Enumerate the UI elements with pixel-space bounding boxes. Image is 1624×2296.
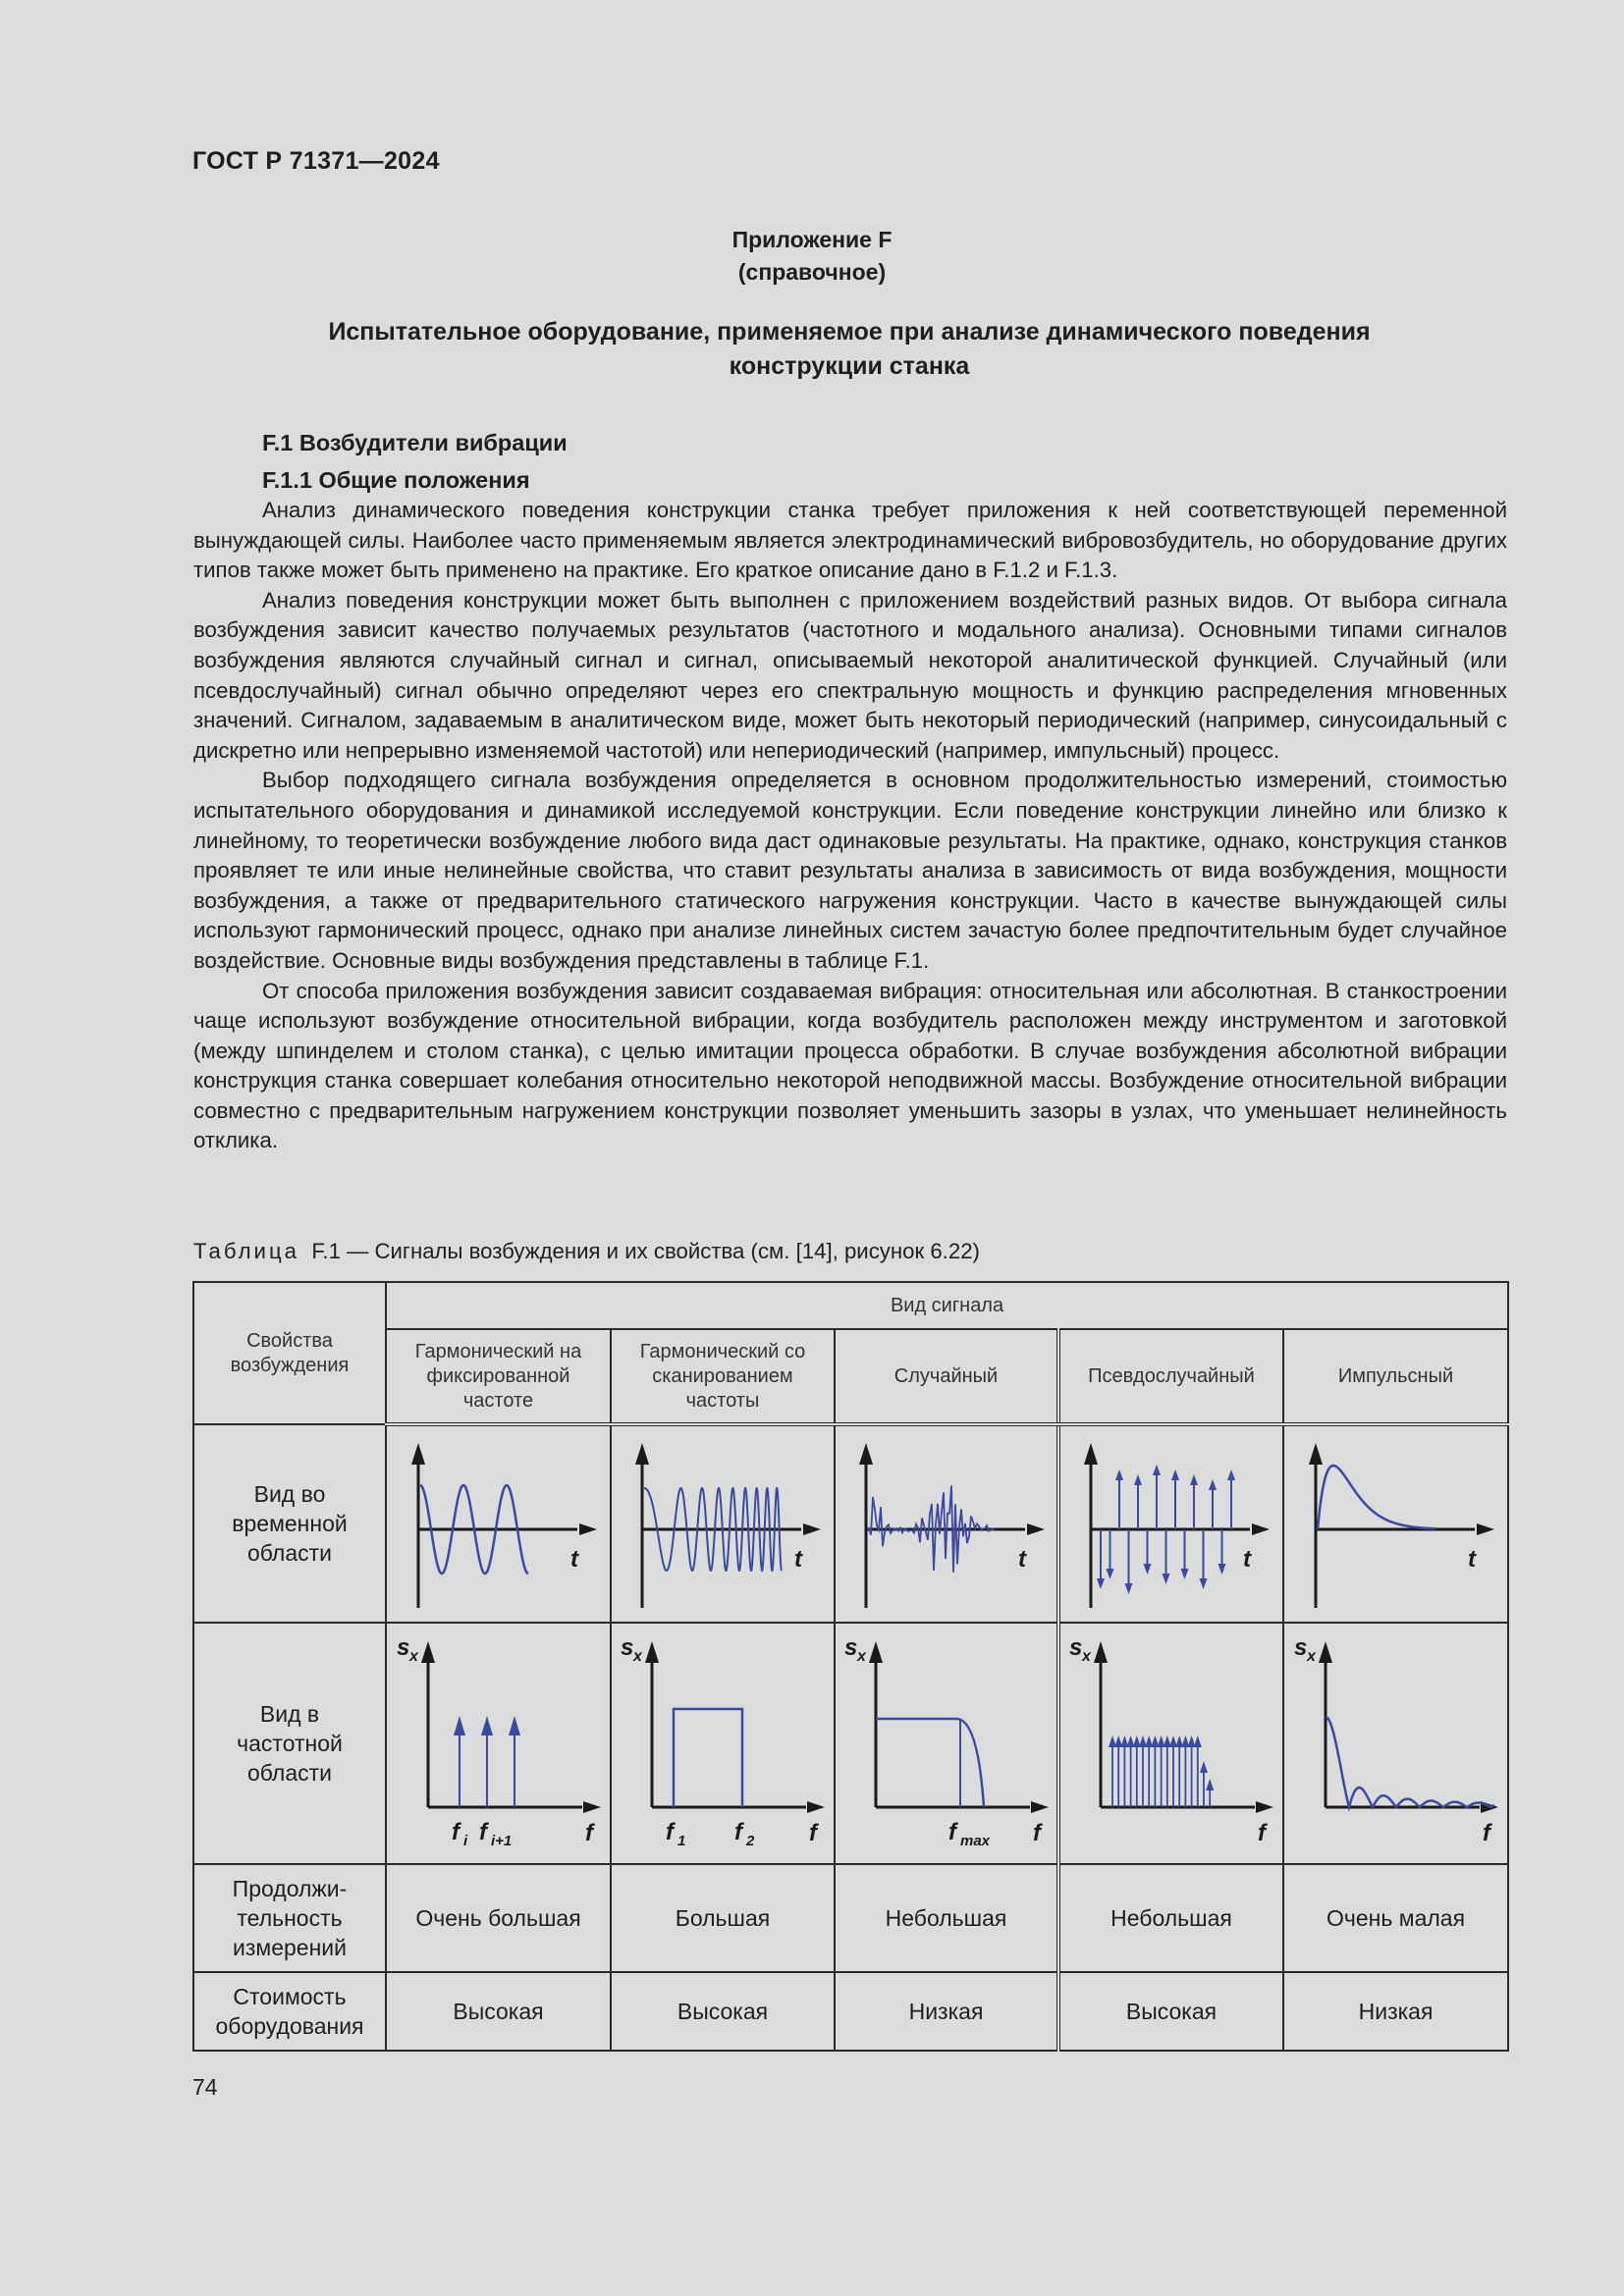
freq-x-arrow <box>583 1801 601 1813</box>
spectrum-axis-subscript: x <box>1082 1648 1091 1665</box>
main-title-line2: конструкции станка <box>729 352 970 380</box>
pseudorandom-impulse-arrow <box>1218 1564 1226 1575</box>
freq-x-arrow <box>1031 1801 1049 1813</box>
document-code: ГОСТ Р 71371—2024 <box>192 147 440 175</box>
freq-plot-harmonic-fixed <box>386 1623 611 1864</box>
cost-value: Высокая <box>611 1972 835 2051</box>
spectrum-axis-subscript: x <box>633 1648 642 1665</box>
pseudorandom-impulse-arrow <box>1190 1474 1198 1485</box>
time-x-arrow <box>1477 1523 1494 1535</box>
section-heading-f1: F.1 Возбудители вибрации <box>262 430 568 455</box>
freq-y-arrow <box>1094 1641 1108 1663</box>
freq-axis-label: f <box>1482 1820 1490 1846</box>
pseudorandom-impulse-arrow <box>1209 1479 1217 1490</box>
header-col-impulse: Импульсный <box>1283 1329 1508 1424</box>
pseudorandom-impulse-arrow <box>1200 1578 1208 1589</box>
spectral-line-arrow <box>509 1716 520 1735</box>
time-x-arrow <box>579 1523 597 1535</box>
freq-x-arrow <box>1256 1801 1273 1813</box>
pseudorandom-impulse-arrow <box>1144 1564 1152 1575</box>
freq-label-f2-subscript: 2 <box>746 1833 755 1849</box>
row-label-duration: Продолжи-тельность измерений <box>193 1864 386 1972</box>
section-heading-f11: F.1.1 Общие положения <box>262 467 530 493</box>
time-axis-label: t <box>1017 1545 1026 1573</box>
time-y-arrow <box>411 1443 425 1465</box>
spectral-line-arrow <box>481 1716 493 1735</box>
paragraph-3: Выбор подходящего сигнала возбуждения определяется в основном продолжительностью измерений, стоимостью испытательного оборудования и динамикой исследуемой конструкции. Если поведение конструкции линейно или близко к линейному, то теоретически возбуждение любого вида даст одинаковые результаты. На практике, однако, конструкция станков проявляет те или иные нелинейные свойства, что ставит результаты анализа в зависимость от вида возбуждения, мощности возбуждения, а также от предварительного статического нагружения конструкции. Часто в качестве вынуждающей силы используют гармонический процесс, однако при анализе линейных систем зачастую более предпочтительным будет случайное воздействие. Основные виды возбуждения представлены в таблице F.1. <box>193 768 1507 973</box>
spectrum-axis-label: s <box>1293 1634 1307 1661</box>
time-plot-harmonic-sweep <box>611 1424 835 1623</box>
freq-label-f1: f <box>666 1819 674 1845</box>
freq-y-arrow <box>645 1641 659 1663</box>
header-signal-type: Вид сигнала <box>386 1282 1508 1329</box>
annex-title: Приложение F <box>731 227 893 252</box>
table-caption <box>193 1239 980 1264</box>
spectrum-axis-label: s <box>1069 1634 1083 1661</box>
freq-plot-impulse <box>1283 1623 1508 1864</box>
pseudorandom-impulse-arrow <box>1134 1474 1142 1485</box>
duration-value: Небольшая <box>1058 1864 1283 1972</box>
pseudorandom-impulse-arrow <box>1171 1469 1179 1480</box>
pseudorandom-spectral-arrow <box>1194 1735 1202 1747</box>
freq-label-f2: f <box>734 1819 742 1845</box>
cost-value: Низкая <box>835 1972 1058 2051</box>
freq-y-arrow <box>869 1641 883 1663</box>
spectrum-axis-label: s <box>621 1634 634 1661</box>
row-label-time: Вид во временной области <box>193 1424 386 1623</box>
time-plot-harmonic-fixed <box>386 1424 611 1623</box>
duration-value: Большая <box>611 1864 835 1972</box>
duration-value: Очень малая <box>1283 1864 1508 1972</box>
time-plot-random <box>835 1424 1058 1623</box>
header-col-random: Случайный <box>835 1329 1058 1424</box>
time-axis-label: t <box>794 1545 802 1573</box>
duration-value: Очень большая <box>386 1864 611 1972</box>
freq-label-f1-subscript: 1 <box>677 1833 686 1849</box>
row-label-freq: Вид в частотной области <box>193 1623 386 1864</box>
time-plot-pseudorandom <box>1058 1424 1283 1623</box>
time-axis-label: t <box>1467 1545 1476 1573</box>
body-text <box>193 496 1507 1156</box>
freq-y-arrow <box>1319 1641 1332 1663</box>
duration-value: Небольшая <box>835 1864 1058 1972</box>
annex-heading <box>0 224 1624 289</box>
spectral-line-arrow <box>454 1716 465 1735</box>
time-plot-impulse <box>1283 1424 1508 1623</box>
pseudorandom-impulse-arrow <box>1097 1578 1105 1589</box>
cost-value: Высокая <box>386 1972 611 2051</box>
time-axis-label: t <box>1243 1545 1251 1573</box>
pseudorandom-impulse-arrow <box>1153 1465 1161 1475</box>
paragraph-4: От способа приложения возбуждения зависит создаваемая вибрация: относительная или абсолютная. В станкостроении чаще используют возбуждение относительной вибрации, когда возбудитель расположен между инструментом и заготовкой (между шпинделем и столом станка), с целью имитации процесса обработки. В случае возбуждения абсолютной вибрации конструкция станка совершает колебания относительно некоторой неподвижной массы. Возбуждение относительной вибрации совместно с предварительным нагружением конструкции позволяет уменьшить зазоры в узлах, что уменьшает нелинейность отклика. <box>193 978 1507 1153</box>
freq-axis-label: f <box>1258 1820 1266 1846</box>
impulse-spectrum <box>1326 1717 1494 1807</box>
sweep-band <box>674 1709 742 1807</box>
time-y-arrow <box>1084 1443 1098 1465</box>
freq-label-fi1: f <box>478 1819 487 1845</box>
pseudorandom-spectral-arrow <box>1114 1735 1122 1747</box>
time-x-arrow <box>803 1523 821 1535</box>
table-caption-text: F.1 — Сигналы возбуждения и их свойства (см. [14], рисунок 6.22) <box>311 1239 980 1263</box>
paragraph-1: Анализ динамического поведения конструкции станка требует приложения к ней соответствующей переменной вынуждающей силы. Наиболее часто применяемым является электродинамический вибровозбудитель, но оборудование других типов также может быть применено на практике. Его краткое описание дано в F.1.2 и F.1.3. <box>193 498 1507 583</box>
cost-value: Высокая <box>1058 1972 1283 2051</box>
freq-label-fmax: f <box>947 1819 956 1845</box>
spectrum-axis-label: s <box>843 1634 857 1661</box>
pseudorandom-spectral-arrow <box>1145 1735 1153 1747</box>
annex-kind: (справочное) <box>737 259 887 285</box>
random-spectrum <box>876 1719 984 1807</box>
main-title <box>226 315 1473 384</box>
pseudorandom-impulse-arrow <box>1181 1569 1189 1579</box>
freq-label-fi: f <box>451 1819 460 1845</box>
paragraph-2: Анализ поведения конструкции может быть выполнен с приложением воздействий разных видов. От выбора сигнала возбуждения зависит качество получаемых результатов (частотного и модального анализа). Основными типами сигналов возбуждения являются случайный сигнал и сигнал, описываемый некоторой аналитической функцией. Случайный (или псевдослучайный) сигнал обычно определяют через его спектральную мощность и функцию распределения мгновенных значений. Сигналом, задаваемым в аналитическом виде, может быть некоторый периодический (например, синусоидальный с дискретно или непрерывно изменяемой частотой) или непериодический (например, импульсный) процесс. <box>193 587 1507 763</box>
time-axis-label: t <box>569 1545 578 1573</box>
freq-axis-label: f <box>1032 1820 1041 1846</box>
pseudorandom-impulse-arrow <box>1163 1574 1170 1584</box>
pseudorandom-spectral-arrow <box>1175 1735 1183 1747</box>
pseudorandom-impulse-arrow <box>1125 1583 1133 1594</box>
spectrum-axis-label: s <box>396 1634 409 1661</box>
pseudorandom-spectral-arrow <box>1206 1779 1214 1790</box>
pseudorandom-impulse-arrow <box>1227 1469 1235 1480</box>
time-x-arrow <box>1027 1523 1045 1535</box>
spectrum-axis-subscript: x <box>408 1648 418 1665</box>
freq-plot-random <box>835 1623 1058 1864</box>
cost-value: Низкая <box>1283 1972 1508 2051</box>
spectrum-axis-subscript: x <box>1306 1648 1316 1665</box>
time-y-arrow <box>1309 1443 1323 1465</box>
freq-plot-harmonic-sweep <box>611 1623 835 1864</box>
table-caption-word: Таблица <box>193 1239 299 1263</box>
time-y-arrow <box>635 1443 649 1465</box>
freq-axis-label: f <box>809 1820 817 1846</box>
freq-label-fmax-subscript: max <box>959 1833 990 1849</box>
page-number: 74 <box>192 2074 218 2100</box>
pseudorandom-impulse-arrow <box>1115 1469 1123 1480</box>
freq-x-arrow <box>807 1801 825 1813</box>
freq-plot-pseudorandom <box>1058 1623 1283 1864</box>
time-x-arrow <box>1252 1523 1270 1535</box>
spectrum-axis-subscript: x <box>856 1648 866 1665</box>
freq-label-fi-subscript: i <box>462 1833 467 1849</box>
row-label-cost: Стоимость оборудования <box>193 1972 386 2051</box>
header-col-harmonic-sweep: Гармонический со сканированием частоты <box>611 1329 835 1424</box>
impulse-signal <box>1318 1466 1435 1529</box>
header-col-harmonic-fixed: Гармонический на фиксированной частоте <box>386 1329 611 1424</box>
header-properties: Свойства возбуждения <box>193 1282 386 1424</box>
time-y-arrow <box>859 1443 873 1465</box>
header-col-pseudorandom: Псевдослучайный <box>1058 1329 1283 1424</box>
main-title-line1: Испытательное оборудование, применяемое при анализе динамического поведения <box>328 318 1371 346</box>
freq-y-arrow <box>421 1641 435 1663</box>
freq-label-fi1-subscript: i+1 <box>490 1833 512 1849</box>
pseudorandom-spectral-arrow <box>1200 1761 1208 1773</box>
pseudorandom-impulse-arrow <box>1107 1569 1114 1579</box>
signals-table <box>192 1281 1509 2052</box>
freq-axis-label: f <box>584 1820 593 1846</box>
